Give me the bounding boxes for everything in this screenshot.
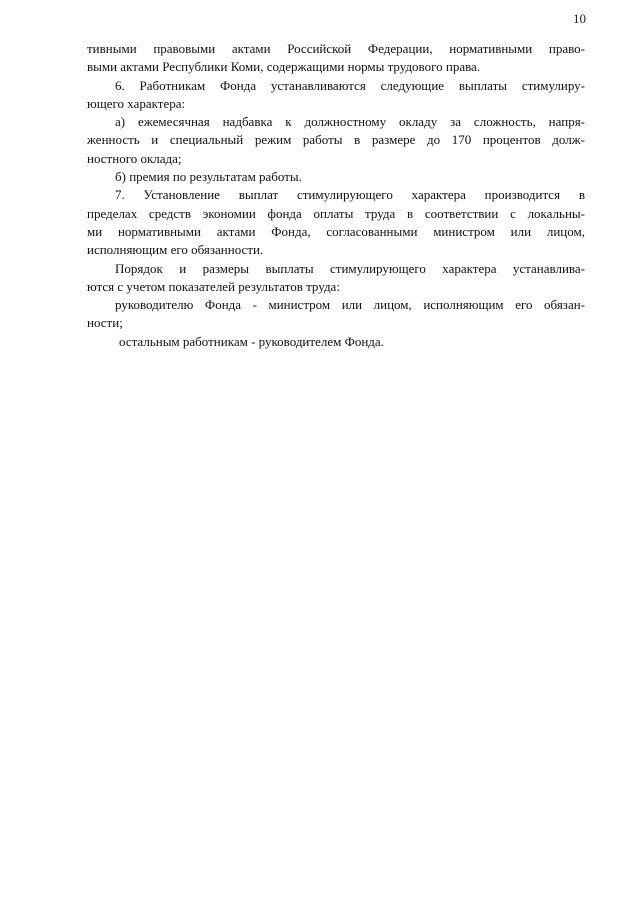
text-line: ностного оклада; <box>87 150 182 166</box>
text-line: 6. Работникам Фонда устанавливаются следующие выплаты стимулиру- <box>115 77 585 93</box>
text-line: Порядок и размеры выплаты стимулирующего характера устанавлива- <box>115 260 585 276</box>
text-line: ности; <box>87 315 123 331</box>
text-line: исполняющим его обязанности. <box>87 242 264 258</box>
text-line: тивными правовыми актами Российской Федерации, нормативными право- <box>87 41 585 56</box>
text-line: б) премия по результатам работы. <box>115 169 302 185</box>
page-number: 10 <box>573 11 586 26</box>
text-line: остальным работникам - руководителем Фонда. <box>119 333 384 349</box>
text-line: 7. Установление выплат стимулирующего характера производится в <box>115 187 585 203</box>
text-line: а) ежемесячная надбавка к должностному окладу за сложность, напря- <box>115 114 585 130</box>
document-body <box>87 40 585 351</box>
text-line: выми актами Республики Коми, содержащими нормы трудового права. <box>87 59 481 75</box>
text-line: ются с учетом показателей результатов труда: <box>87 278 340 294</box>
text-line: женность и специальный режим работы в размере до 170 процентов долж- <box>87 132 585 148</box>
text-line: руководителю Фонда - министром или лицом, исполняющим его обязан- <box>115 297 585 313</box>
text-line: ми нормативными актами Фонда, согласованными министром или лицом, <box>87 223 585 239</box>
text-line: ющего характера: <box>87 95 186 111</box>
text-line: пределах средств экономии фонда оплаты труда в соответствии с локальны- <box>87 205 585 221</box>
